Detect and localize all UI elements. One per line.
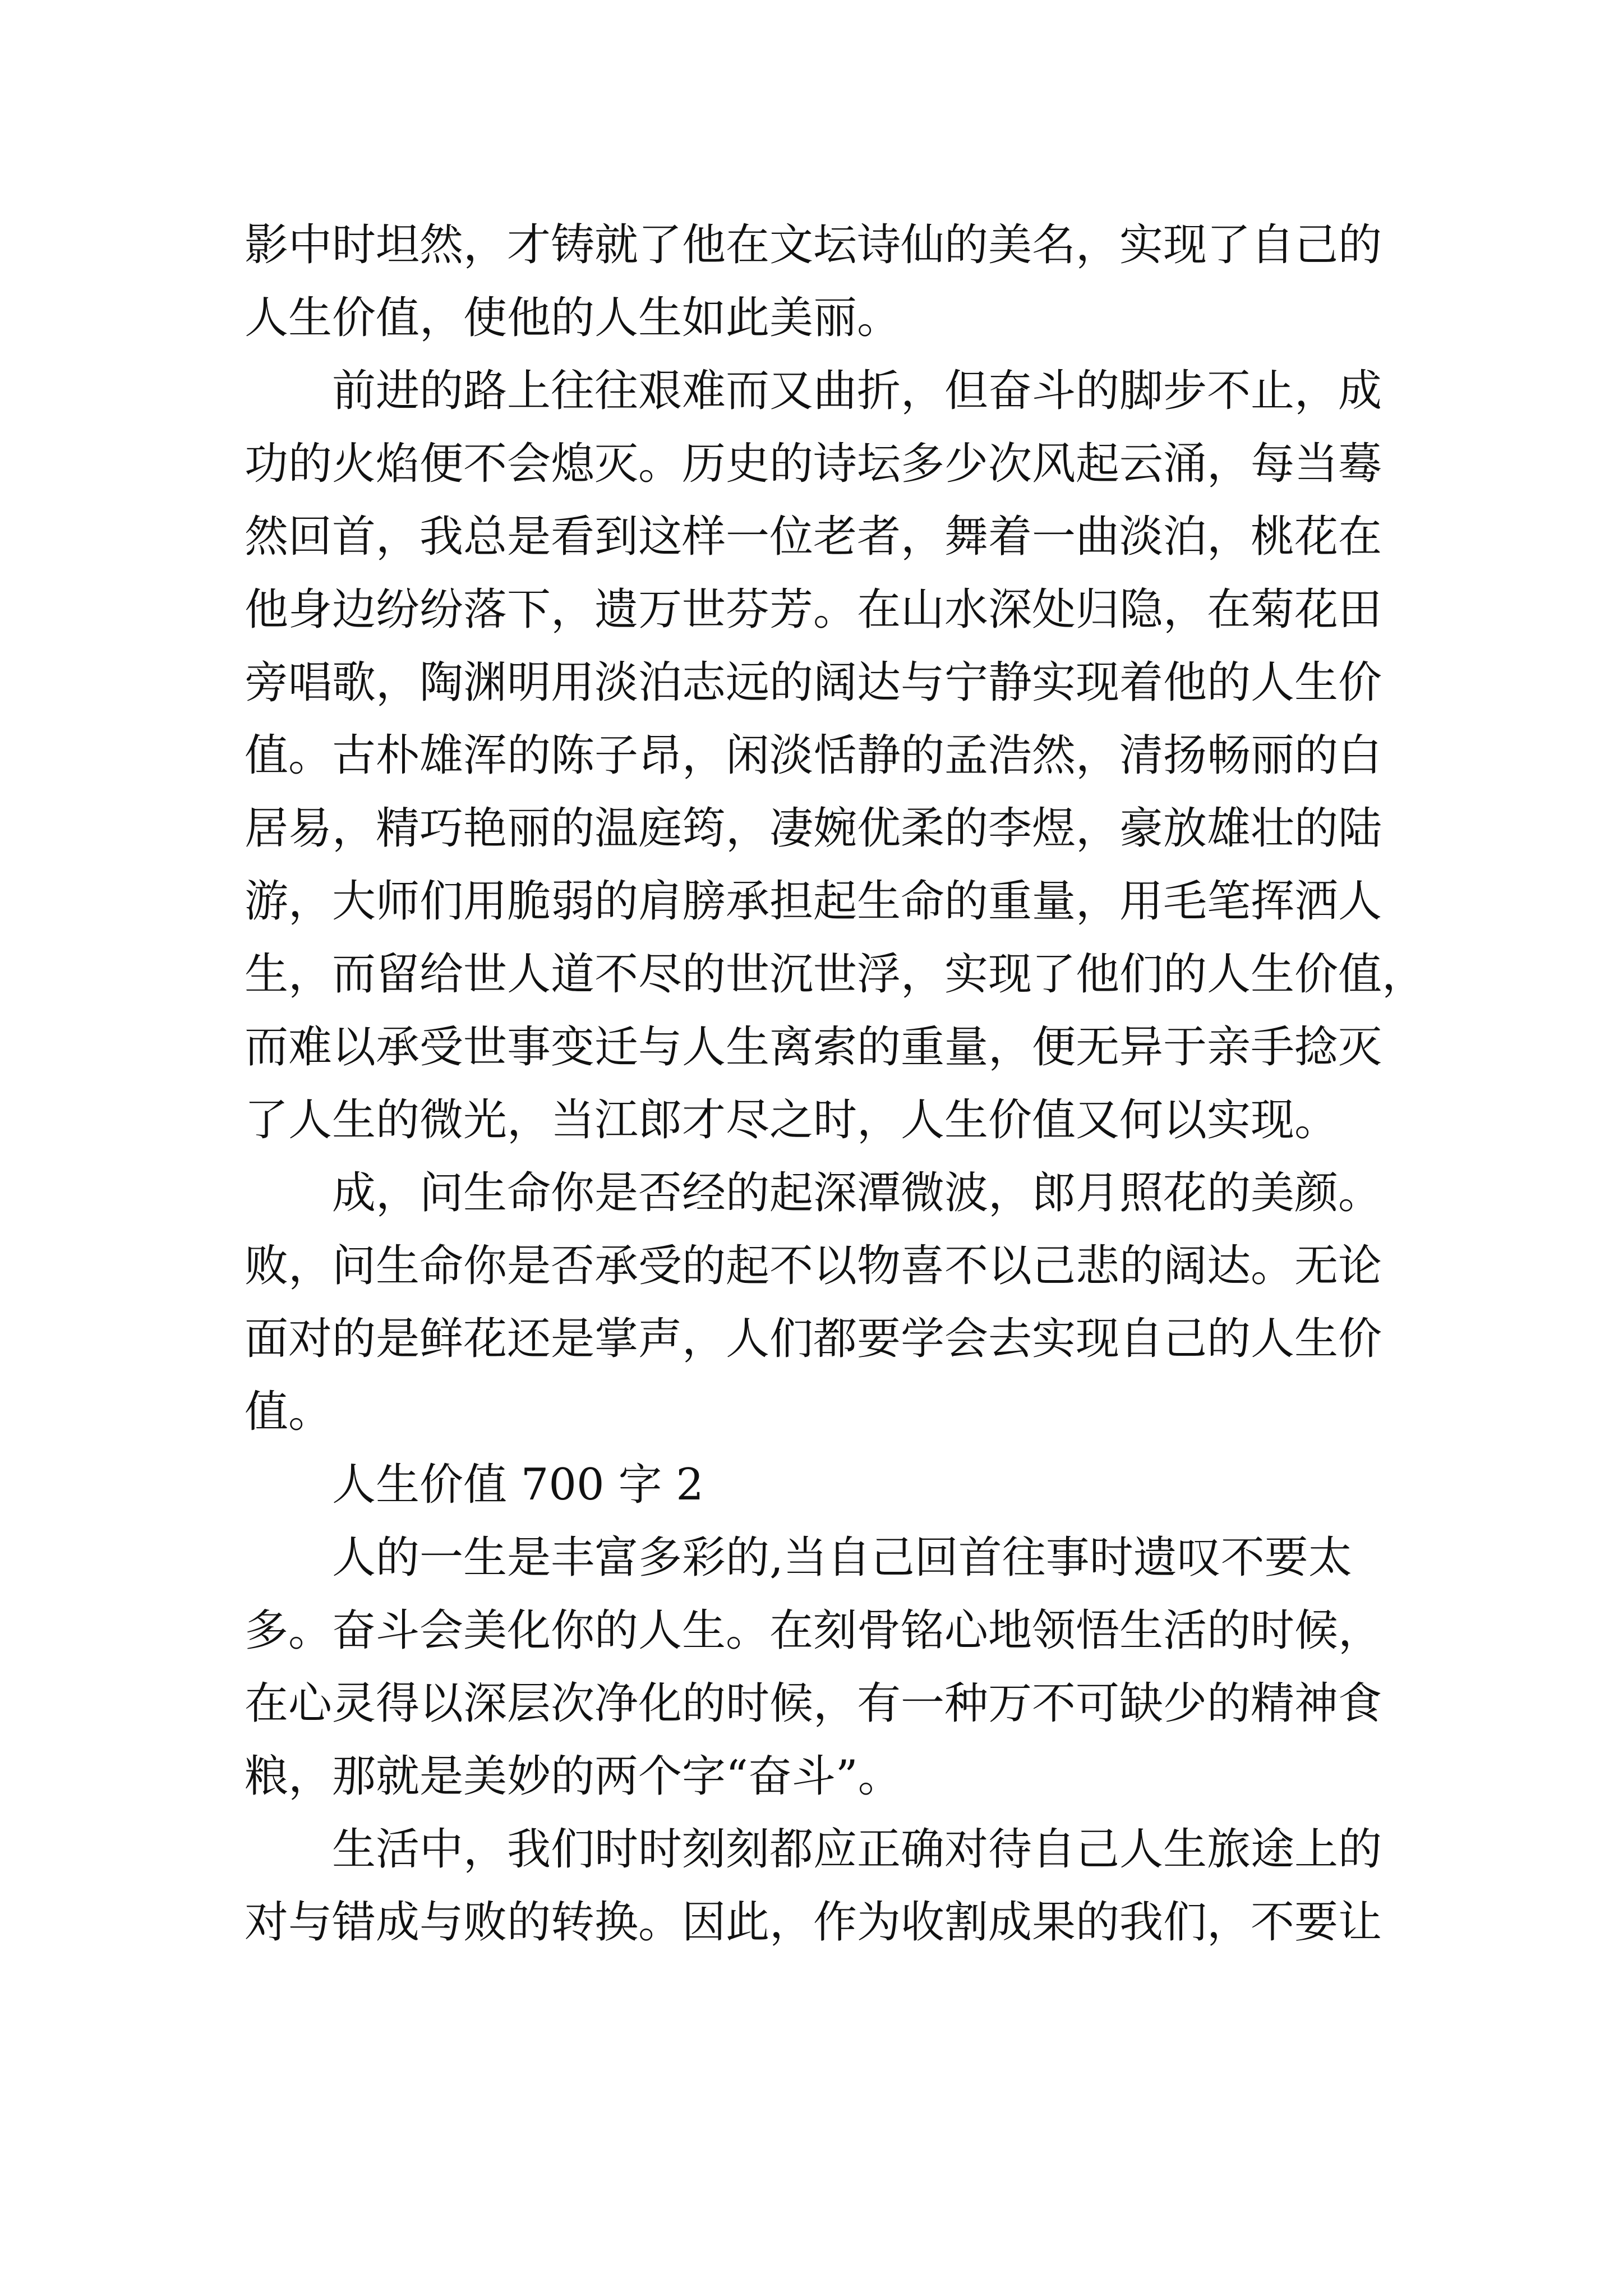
text-line-22: 粮，那就是美妙的两个字“奋斗”。 <box>245 1751 902 1802</box>
text-line-21: 在心灵得以深层次净化的时候，有一种万不可缺少的精神食 <box>245 1678 1382 1729</box>
text-line-10: 游，大师们用脆弱的肩膀承担起生命的重量，用毛笔挥洒人 <box>245 876 1382 927</box>
text-line-7: 旁唱歌，陶渊明用淡泊志远的阔达与宁静实现着他的人生价 <box>245 657 1382 708</box>
text-line-2: 人生价值，使他的人生如此美丽。 <box>245 293 901 343</box>
text-line-23: 生活中，我们时时刻刻都应正确对待自己人生旅途上的 <box>332 1824 1382 1875</box>
document-body-text <box>245 209 1426 1959</box>
text-line-8: 值。古朴雄浑的陈子昂，闲淡恬静的孟浩然，清扬畅丽的白 <box>245 730 1382 781</box>
text-line-6: 他身边纷纷落下，遗万世芬芳。在山水深处归隐，在菊花田 <box>245 585 1382 635</box>
text-line-17: 值。 <box>245 1387 333 1437</box>
text-line-9: 居易，精巧艳丽的温庭筠，凄婉优柔的李煜，豪放雄壮的陆 <box>245 803 1382 854</box>
text-line-15: 败，问生命你是否承受的起不以物喜不以己悲的阔达。无论 <box>245 1241 1382 1291</box>
text-line-1: 影中时坦然，才铸就了他在文坛诗仙的美名，实现了自己的 <box>245 220 1382 270</box>
text-line-14: 成，问生命你是否经的起深潭微波，郎月照花的美颜。 <box>332 1168 1382 1218</box>
text-line-20: 多。奋斗会美化你的人生。在刻骨铭心地领悟生活的时候， <box>245 1605 1382 1656</box>
text-line-4: 功的火焰便不会熄灭。历史的诗坛多少次风起云涌，每当蓦 <box>245 439 1382 489</box>
text-line-16: 面对的是鲜花还是掌声，人们都要学会去实现自己的人生价 <box>245 1314 1382 1364</box>
text-line-12: 而难以承受世事变迁与人生离索的重量，便无异于亲手捻灭 <box>245 1022 1382 1073</box>
text-line-13: 了人生的微光，当江郎才尽之时，人生价值又何以实现。 <box>245 1095 1339 1145</box>
section-heading: 人生价值 700 字 2 <box>332 1460 704 1510</box>
text-line-11: 生，而留给世人道不尽的世沉世浮，实现了他们的人生价值， <box>245 949 1426 1000</box>
text-line-24: 对与错成与败的转换。因此，作为收割成果的我们，不要让 <box>245 1897 1382 1948</box>
text-line-19: 人的一生是丰富多彩的,当自己回首往事时遗叹不要太 <box>332 1533 1352 1583</box>
text-line-5: 然回首，我总是看到这样一位老者，舞着一曲淡泊，桃花在 <box>245 512 1382 562</box>
text-line-3: 前进的路上往往艰难而又曲折，但奋斗的脚步不止，成 <box>332 366 1382 416</box>
